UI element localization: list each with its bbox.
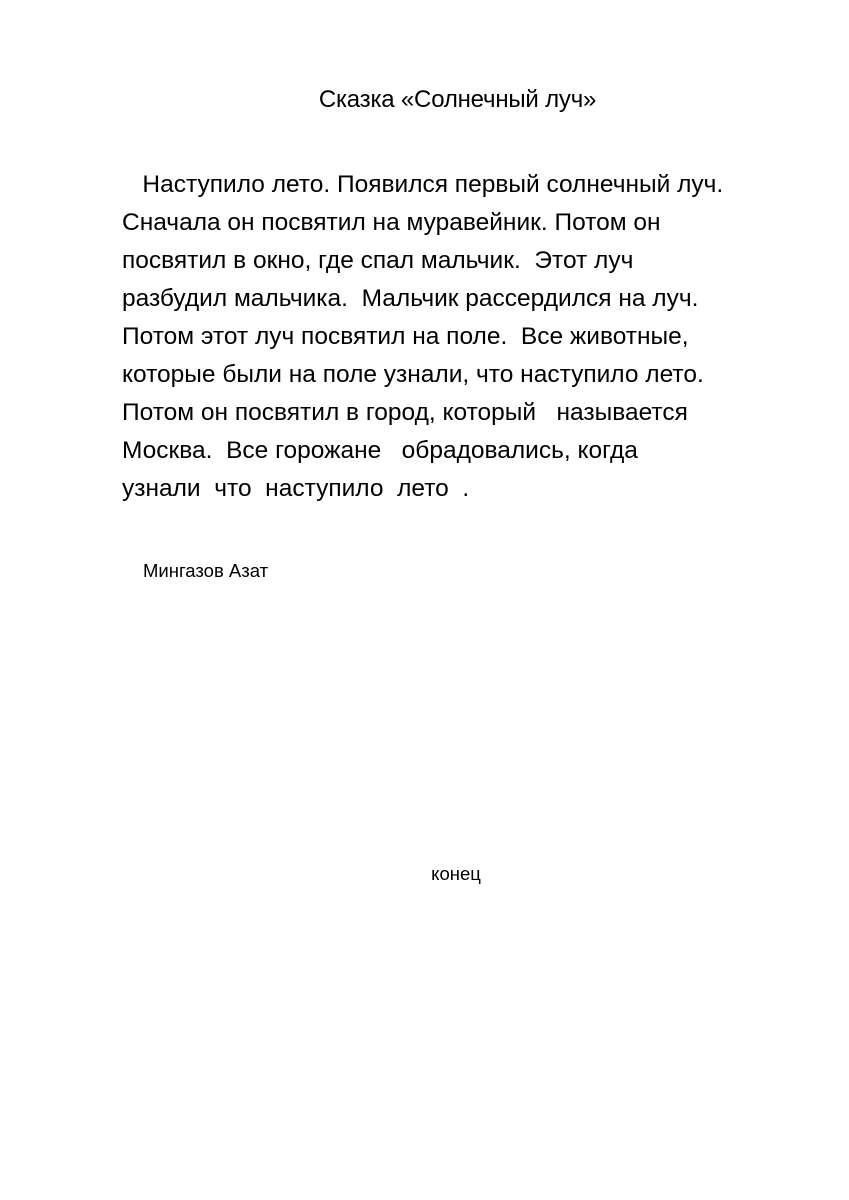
author-name: Мингазов Азат	[143, 560, 269, 581]
story-line: разбудил мальчика. Мальчик рассердился на луч.	[122, 285, 699, 312]
story-body	[122, 166, 802, 508]
story-line: посвятил в окно, где спал мальчик. Этот луч	[122, 247, 634, 274]
story-line: Москва. Все горожане обрадовались, когда	[122, 437, 638, 464]
story-line: Потом он посвятил в город, который называется	[122, 399, 688, 426]
story-line: Наступило лето. Появился первый солнечный луч.	[122, 171, 724, 198]
story-title: Сказка «Солнечный луч»	[318, 86, 597, 113]
ending-text: конец	[431, 863, 481, 884]
story-line: Потом этот луч посвятил на поле. Все животные,	[122, 323, 689, 350]
story-line: Сначала он посвятил на муравейник. Потом он	[122, 209, 661, 236]
story-line: которые были на поле узнали, что наступило лето.	[122, 361, 704, 388]
story-line: узнали что наступило лето .	[122, 475, 470, 502]
